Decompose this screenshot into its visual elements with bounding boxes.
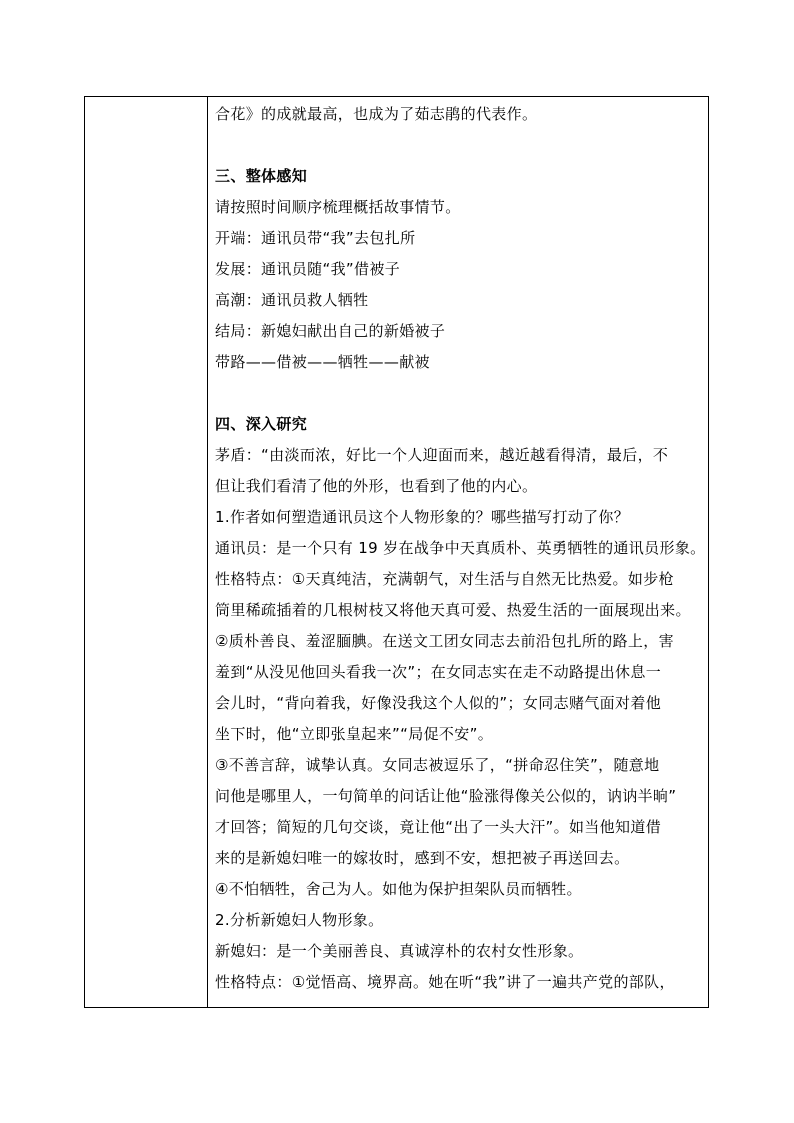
text-line: 结局：新媳妇献出自己的新婚被子 — [215, 322, 446, 340]
text-line: 才回答；简短的几句交谈，竟让他“出了一头大汗”。如当他知道借 — [215, 818, 662, 836]
question-line: 2.分析新媳妇人物形象。 — [215, 911, 384, 929]
text-line: 问他是哪里人，一句简单的问话让他“脸涨得像关公似的，讷讷半晌” — [215, 787, 677, 805]
text-line: ②质朴善良、羞涩腼腆。在送文工团女同志去前沿包扎所的路上，害 — [215, 632, 674, 650]
text-line: 会儿时，“背向着我，好像没我这个人似的”；女同志赌气面对着他 — [215, 694, 662, 712]
text-line: 坐下时，他“立即张皇起来”“局促不安”。 — [215, 725, 494, 743]
blank-line — [215, 130, 708, 161]
text-line: 高潮：通讯员救人牺牲 — [215, 291, 369, 309]
section-heading-research: 四、深入研究 — [215, 415, 308, 433]
lesson-table — [84, 96, 709, 1008]
text-line: ③不善言辞，诚挚认真。女同志被逗乐了，“拼命忍住笑”，随意地 — [215, 756, 660, 774]
text-line: 性格特点：①天真纯洁，充满朝气，对生活与自然无比热爱。如步枪 — [215, 570, 674, 588]
table-content-cell — [208, 97, 708, 1007]
text-line: 请按照时间顺序梳理概括故事情节。 — [215, 198, 461, 216]
table-left-column — [85, 97, 208, 1007]
text-line: 羞到“从没见他回头看我一次”；在女同志实在走不动路提出休息一 — [215, 663, 662, 681]
text-line: 茅盾：“由淡而浓，好比一个人迎面而来，越近越看得清，最后，不 — [215, 446, 669, 464]
text-line: 合花》的成就最高，也成为了茹志鹃的代表作。 — [215, 105, 538, 123]
text-line: 发展：通讯员随“我”借被子 — [215, 260, 401, 278]
text-line: 开端：通讯员带“我”去包扎所 — [215, 229, 416, 247]
text-line: 来的是新媳妇唯一的嫁妆时，感到不安，想把被子再送回去。 — [215, 849, 630, 867]
text-line: ④不怕牺牲，舍己为人。如他为保护担架队员而牺牲。 — [215, 880, 582, 898]
question-line: 1.作者如何塑造通讯员这个人物形象的？哪些描写打动了你？ — [215, 508, 630, 526]
text-line: 筒里稀疏插着的几根树枝又将他天真可爱、热爱生活的一面展现出来。 — [215, 601, 691, 619]
text-line: 性格特点：①觉悟高、境界高。她在听“我”讲了一遍共产党的部队， — [215, 973, 675, 991]
text-line: 新媳妇：是一个美丽善良、真诚淳朴的农村女性形象。 — [215, 942, 584, 960]
text-line: 带路——借被——牺牲——献被 — [215, 353, 430, 371]
text-line: 但让我们看清了他的外形，也看到了他的内心。 — [215, 477, 538, 495]
section-heading-overall: 三、整体感知 — [215, 167, 308, 185]
text-line: 通讯员：是一个只有 19 岁在战争中天真质朴、英勇牺牲的通讯员形象。 — [215, 539, 706, 557]
blank-line — [215, 378, 708, 409]
